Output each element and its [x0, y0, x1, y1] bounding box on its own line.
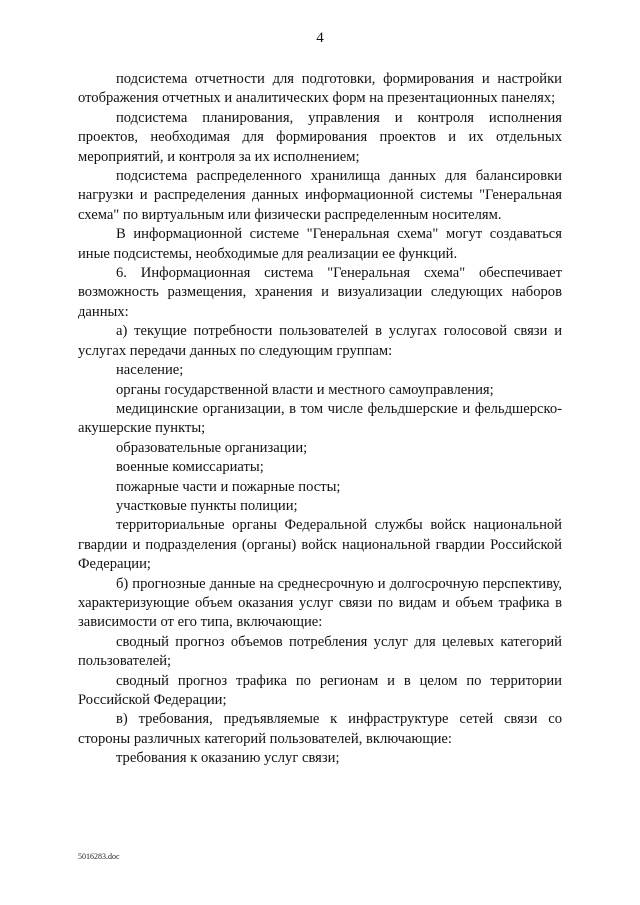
paragraph-item-v: в) требования, предъявляемые к инфраструктуре сетей связи со стороны различных категорий пользователей, включающие:: [78, 711, 562, 747]
list-item-national-guard: территориальные органы Федеральной службы войск национальной гвардии и подразделения (органы) войск национальной гвардии Российской Федерации;: [78, 517, 562, 573]
page-number: 4: [316, 30, 324, 46]
paragraph-item-6: 6. Информационная система "Генеральная схема" обеспечивает возможность размещения, хранения и визуализации следующих наборов данных:: [78, 265, 562, 320]
list-item-government: органы государственной власти и местного самоуправления;: [116, 381, 494, 398]
list-item-population: население;: [116, 362, 184, 379]
paragraph-storage-subsystem: подсистема распределенного хранилища данных для балансировки нагрузки и распределения данных информационной системы "Генеральная схема" по виртуальным или физически распределенным носителям.: [78, 168, 562, 223]
document-footer: 5016283.doc: [78, 852, 120, 861]
list-item-fire: пожарные части и пожарные посты;: [116, 478, 341, 495]
list-item-military: военные комиссариаты;: [116, 459, 264, 476]
paragraph-item-a: а) текущие потребности пользователей в услугах голосовой связи и услугах передачи данных по следующим группам:: [78, 323, 562, 359]
paragraph-planning-subsystem: подсистема планирования, управления и контроля исполнения проектов, необходимая для формирования проектов и их отдельных мероприятий, и контроля за их исполнением;: [78, 109, 562, 165]
list-item-service-requirements: требования к оказанию услуг связи;: [116, 750, 340, 767]
paragraph-reporting-subsystem: подсистема отчетности для подготовки, формирования и настройки отображения отчетных и аналитических форм на презентационных панелях;: [78, 71, 562, 107]
document-body: [78, 70, 562, 769]
list-item-police: участковые пункты полиции;: [116, 497, 298, 514]
paragraph-item-b: б) прогнозные данные на среднесрочную и долгосрочную перспективу, характеризующие объем оказания услуг связи по видам и объем трафика в зависимости от его типа, включающие:: [78, 575, 562, 631]
list-item-medical: медицинские организации, в том числе фельдшерские и фельдшерско-акушерские пункты;: [78, 400, 562, 437]
paragraph-other-subsystems: В информационной системе "Генеральная схема" могут создаваться иные подсистемы, необходимые для реализации ее функций.: [78, 226, 562, 262]
list-item-education: образовательные организации;: [116, 439, 308, 456]
list-item-consumption-forecast: сводный прогноз объемов потребления услуг для целевых категорий пользователей;: [78, 633, 562, 670]
list-item-traffic-forecast: сводный прогноз трафика по регионам и в целом по территории Российской Федерации;: [78, 672, 562, 708]
